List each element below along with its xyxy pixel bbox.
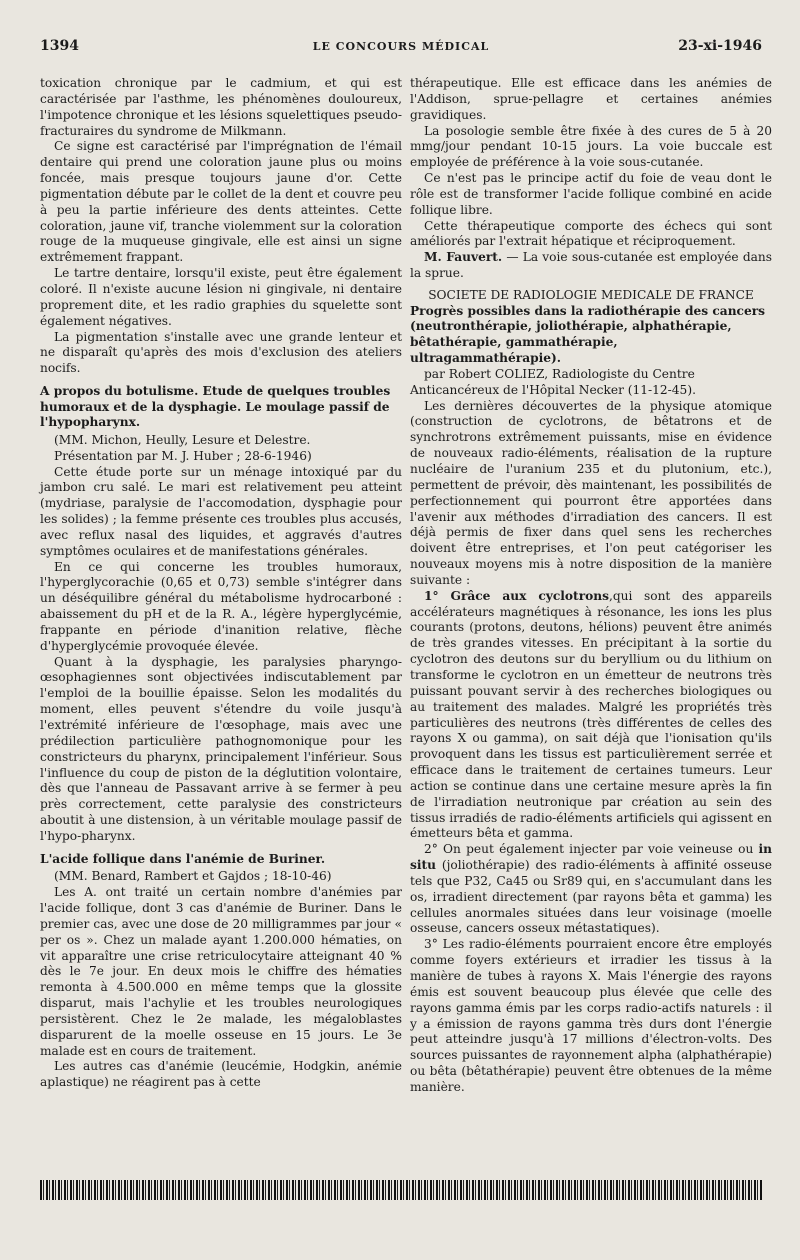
section-heading-acide-follique: L'acide follique dans l'anémie de Buriner.	[40, 851, 326, 866]
paragraph: Les A. ont traité un certain nombre d'anémies par l'acide follique, dont 3 cas d'anémie de Buriner. Dans le premier cas, avec une dose de 20 milligrammes par jour « per os ». Chez un malade ayant 1.200.000 hématies, on vit apparaître une crise retriculocytaire atteignant 40 % dès le 7e jour. En deux mois le chiffre des hématies remonta à 4.500.000 en même temps que la glossite disparut, mais l'achylie et les troubles neurologiques persistèrent. Chez le 2e malade, les mégaloblastes disparurent de la moelle osseuse en 15 jours. Le 3e malade est en cours de traitement.	[40, 885, 402, 1058]
author-affiliation: Anticancéreux de l'Hôpital Necker (11-12-45).	[410, 382, 696, 397]
bottom-barcode-strip	[40, 1180, 762, 1200]
paragraph: Ce n'est pas le principe actif du foie de veau dont le rôle est de transformer l'acide follique combiné en acide follique libre.	[410, 171, 772, 217]
item-text: ,qui sont des appareils accélérateurs magnétiques à résonance, les ions les plus courants (protons, deutons, hélions) peuvent être animés de très grandes vitesses. En précipitant à la sortie du cyclotron des deutons sur du beryllium ou du lithium on transforme le cyclotron en un émetteur de neutrons très puissant pouvant servir à des recherches biologiques ou au traitement des malades. Malgré les propriétés très particulières des neutrons (très différentes de celles des rayons X ou gamma), on sait déjà que l'ionisation qu'ils provoquent dans les tissus est particulièrement serrée et efficace dans le traitement de certaines tumeurs. Leur action se continue dans une certaine mesure après la fin de l'irradiation neutronique par création au sein des tissus irradiés de radio-éléments artificiels qui agissent en émetteurs bêta et gamma.	[410, 588, 773, 841]
journal-title: LE CONCOURS MÉDICAL	[312, 40, 490, 53]
right-column	[410, 76, 772, 1096]
paragraph	[410, 250, 772, 282]
paragraph: Cette étude porte sur un ménage intoxiqué par du jambon cru salé. Le mari est relativement peu atteint (mydriase, paralysie de l'accomodation, dysphagie pour les solides) ; la femme présente ces troubles plus accusés, avec reflux nasal des liquides, et aggravés d'autres symptômes oculaires et de manifestations générales.	[40, 464, 402, 558]
paragraph: En ce qui concerne les troubles humoraux, l'hyperglycorachie (0,65 et 0,73) semble s'intégrer dans un déséquilibre général du métabolisme hydrocarboné : abaissement du pH et de la R. A., légère hyperglycémie, frappante en période d'inanition relative, flèche d'hyperglycémie provoquée élevée.	[40, 559, 402, 653]
speaker-remark: — La voie sous-cutanée est employée dans la sprue.	[410, 250, 772, 281]
page-header	[40, 38, 762, 58]
section-heading-botulisme: A propos du botulisme. Etude de quelques troubles humoraux et de la dysphagie. Le moulage passif de l'hypopharynx.	[40, 384, 391, 430]
paragraph: 3° Les radio-éléments pourraient encore être employés comme foyers extérieurs et irradier les tissus à la manière de tubes à rayons X. Mais l'énergie des rayons émis est souvent beaucoup plus élevée que celle des rayons gamma émis par les corps radio-actifs naturels : il y a émission de rayons gamma très durs dont l'énergie peut atteindre jusqu'à 17 millions d'électron-volts. Des sources puissantes de rayonnement alpha (alphathérapie) ou bêta (bêtathérapie) peuvent être obtenues de la même manière.	[410, 937, 772, 1094]
item-emphasis: in situ	[410, 842, 772, 873]
item-lead: 1° Grâce aux cyclotrons	[424, 588, 609, 603]
paragraph: Ce signe est caractérisé par l'imprégnation de l'émail dentaire qui prend une coloration jaune plus ou moins foncée, mais presque toujours jaune d'or. Cette pigmentation débute par le collet de la dent et couvre peu à peu la partie inférieure des dents atteintes. Cette coloration, jaune vif, tranche violemment sur la coloration rouge de la muqueuse gingivale, elle est ainsi un signe extrêmement frappant.	[40, 139, 402, 265]
paragraph	[410, 842, 772, 937]
paragraph: thérapeutique. Elle est efficace dans les anémies de l'Addison, sprue-pellagre et certaines anémies gravidiques.	[410, 76, 772, 122]
society-heading: SOCIETE DE RADIOLOGIE MEDICALE DE FRANCE	[428, 287, 754, 302]
left-column	[40, 76, 402, 1091]
paragraph: Le tartre dentaire, lorsqu'il existe, peut être également coloré. Il n'existe aucune lésion ni gingivale, ni dentaire proprement dite, et les radio graphies du squelette sont également négatives.	[40, 266, 402, 328]
paragraph: La pigmentation s'installe avec une grande lenteur et ne disparaît qu'après des mois d'exclusion des ateliers nocifs.	[40, 329, 402, 376]
item-text: (joliothérapie) des radio-éléments à affinité osseuse tels que P32, Ca45 ou Sr89 qui, en s'accumulant dans les os, irradient directement (par rayons bêta et gamma) les cellules anormales situées dans leur voisinage (moelle osseuse, cancers osseux métastatiques).	[410, 858, 772, 936]
author-line: par Robert COLIEZ, Radiologiste du Centre	[424, 366, 695, 381]
speaker-name: M. Fauvert.	[424, 250, 503, 265]
authors-reference: (MM. Michon, Heully, Lesure et Delestre.	[54, 432, 311, 447]
page-number: 1394	[40, 38, 79, 54]
article-title: Progrès possibles dans la radiothérapie des cancers (neutronthérapie, joliothérapie, alphathérapie, bêtathérapie, gammathérapie, ultragammathérapie).	[410, 303, 766, 366]
paragraph: Les autres cas d'anémie (leucémie, Hodgkin, anémie aplastique) ne réagirent pas à cette	[40, 1059, 402, 1090]
presentation-reference: Présentation par M. J. Huber ; 28-6-1946)	[54, 448, 312, 463]
paragraph	[410, 589, 772, 843]
issue-date: 23-xi-1946	[678, 38, 762, 54]
authors-reference: (MM. Benard, Rambert et Gajdos ; 18-10-46)	[54, 869, 332, 884]
paragraph: toxication chronique par le cadmium, et qui est caractérisée par l'asthme, les phénomènes douloureux, l'impotence chronique et les lésions squelettiques pseudo-fracturaires du syndrome de Milkmann.	[40, 76, 402, 138]
paragraph: Quant à la dysphagie, les paralysies pharyngo-œsophagiennes sont objectivées indiscutablement par l'emploi de la bouillie épaisse. Selon les modalités du moment, elles peuvent s'étendre du voile jusqu'à l'extrémité inférieure de l'œsophage, mais avec une prédilection particulière pathognomonique pour les constricteurs du pharynx, principalement l'inférieur. Sous l'influence du coup de piston de la déglutition volontaire, dès que l'anneau de Passavant arrive à se fermer à peu près correctement, cette paralysie des constricteurs aboutit à une distension, à un véritable moulage passif de l'hypo-pharynx.	[40, 654, 402, 843]
paragraph: Les dernières découvertes de la physique atomique (construction de cyclotrons, de bêtatrons et de synchrotrons extrêmement puissants, mise en évidence de nouveaux radio-éléments, réalisation de la rupture nucléaire de l'uranium 235 et du plutonium, etc.), permettent de prévoir, dès maintenant, les possibilités de perfectionnement qui pourront être apportées dans l'avenir aux méthodes d'irradiation des cancers. Il est déjà permis de fixer dans quel sens les recherches doivent être entreprises, et l'on peut catégoriser les nouveaux moyens mis à notre disposition de la manière suivante :	[410, 398, 772, 587]
paragraph: Cette thérapeutique comporte des échecs qui sont améliorés par l'extrait hépatique et réciproquement.	[410, 218, 772, 249]
item-text: 2° On peut également injecter par voie veineuse ou	[424, 842, 759, 857]
paragraph: La posologie semble être fixée à des cures de 5 à 20 mmg/jour pendant 10-15 jours. La voie buccale est employée de préférence à la voie sous-cutanée.	[410, 123, 772, 170]
